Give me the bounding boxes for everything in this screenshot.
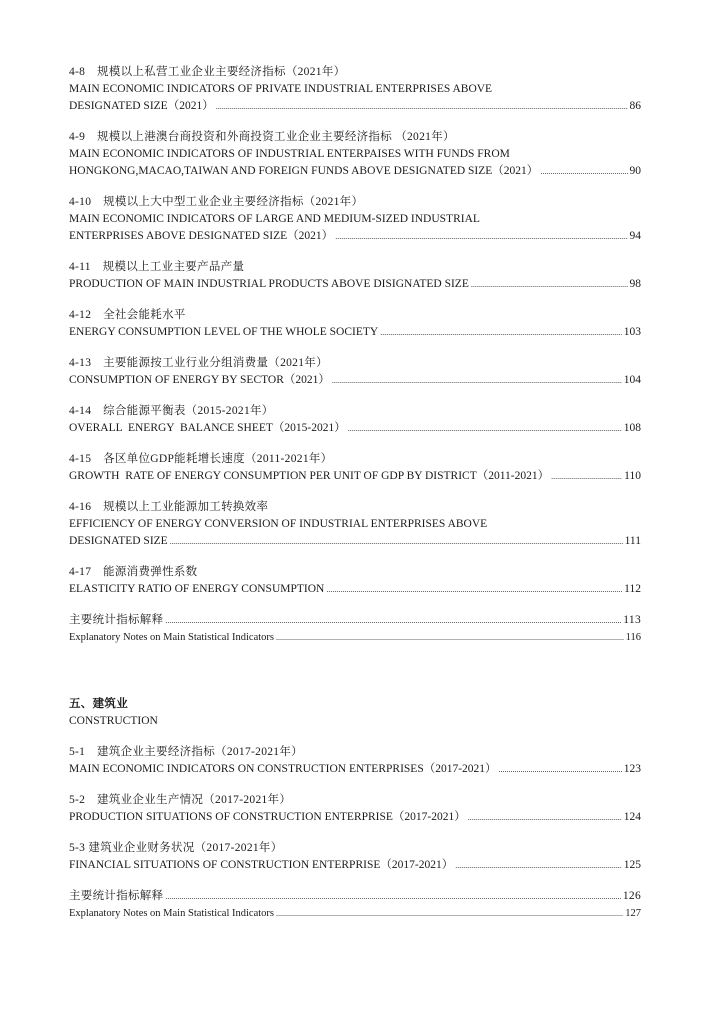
toc-entry-4-17[interactable] [69,564,641,598]
notes-title-zh: 主要统计指标解释 [69,614,164,626]
entry-title-zh: 4-16 规模以上工业能源加工转换效率 [69,501,269,513]
dot-leader [276,629,624,646]
page-number: 126 [622,890,641,902]
entry-title-zh: 4-15 各区单位GDP能耗增长速度（2011-2021年） [69,453,333,465]
table-of-contents [69,64,641,922]
dot-leader [540,163,627,180]
entry-title-en: MAIN ECONOMIC INDICATORS OF LARGE AND MEDIUM-SIZED INDUSTRIAL [69,213,480,225]
page-number: 90 [629,165,641,177]
page-number: 116 [625,632,641,643]
entry-title-zh: 4-17 能源消费弹性系数 [69,566,198,578]
entry-title-zh: 4-12 全社会能耗水平 [69,309,186,321]
dot-leader [276,905,623,922]
notes-title-en: Explanatory Notes on Main Statistical Indicators [69,908,274,919]
page-number: 108 [623,422,641,434]
entry-title-en-last: PRODUCTION OF MAIN INDUSTRIAL PRODUCTS ABOVE DISIGNATED SIZE [69,278,469,290]
toc-entry-5-1[interactable] [69,744,641,778]
page-number: 111 [624,535,641,547]
notes-title-en: Explanatory Notes on Main Statistical Indicators [69,632,274,643]
section-title-en: CONSTRUCTION [69,715,158,727]
entry-title-zh: 5-2 建筑业企业生产情况（2017-2021年） [69,794,292,806]
page-number: 98 [629,278,641,290]
entry-title-en: MAIN ECONOMIC INDICATORS OF PRIVATE INDUSTRIAL ENTERPRISES ABOVE [69,83,493,95]
entry-title-en-last: HONGKONG,MACAO,TAIWAN AND FOREIGN FUNDS ABOVE DESIGNATED SIZE（2021） [69,165,539,177]
page-number: 86 [629,100,641,112]
dot-leader [170,533,623,550]
dot-leader [165,888,620,905]
entry-title-en-last: OVERALL ENERGY BALANCE SHEET（2015-2021） [69,422,346,434]
page-number: 104 [623,374,641,386]
entry-title-zh: 5-1 建筑企业主要经济指标（2017-2021年） [69,746,303,758]
entry-title-zh: 4-10 规模以上大中型工业企业主要经济指标（2021年） [69,196,364,208]
entry-title-zh: 4-11 规模以上工业主要产品产量 [69,261,245,273]
toc-entry-5-3[interactable] [69,840,641,874]
section-title-zh: 五、建筑业 [69,698,128,710]
dot-leader [348,420,622,437]
dot-leader [335,228,627,245]
toc-entry-4-14[interactable] [69,403,641,437]
entry-title-en-last: DESIGNATED SIZE [69,535,168,547]
entry-title-zh: 4-9 规模以上港澳台商投资和外商投资工业企业主要经济指标 （2021年） [69,131,455,143]
toc-entry-5-2[interactable] [69,792,641,826]
dot-leader [551,468,622,485]
page-number: 94 [629,230,641,242]
page-number: 113 [623,614,641,626]
dot-leader [332,372,622,389]
section-heading-construction [69,696,641,730]
dot-leader [165,612,621,629]
entry-title-en-last: FINANCIAL SITUATIONS OF CONSTRUCTION ENTERPRISE（2017-2021） [69,859,454,871]
entry-title-en-last: GROWTH RATE OF ENERGY CONSUMPTION PER UNIT OF GDP BY DISTRICT（2011-2021） [69,470,550,482]
toc-entry-4-15[interactable] [69,451,641,485]
page-number: 110 [624,470,641,482]
notes-title-zh: 主要统计指标解释 [69,890,164,902]
entry-title-en-last: CONSUMPTION OF ENERGY BY SECTOR（2021） [69,374,330,386]
dot-leader [380,324,622,341]
dot-leader [455,857,622,874]
page-number: 124 [623,811,641,823]
entry-title-en-last: PRODUCTION SITUATIONS OF CONSTRUCTION ENTERPRISE（2017-2021） [69,811,466,823]
toc-entry-4-8[interactable] [69,64,641,115]
toc-entry-4-16[interactable] [69,499,641,550]
entry-title-zh: 4-13 主要能源按工业行业分组消费量（2021年） [69,357,328,369]
dot-leader [216,98,628,115]
page-number: 112 [624,583,641,595]
entry-title-zh: 5-3 建筑业企业财务状况（2017-2021年） [69,842,283,854]
entry-title-zh: 4-14 综合能源平衡表（2015-2021年） [69,405,274,417]
entry-title-zh: 4-8 规模以上私营工业企业主要经济指标（2021年） [69,66,346,78]
page-number: 125 [623,859,641,871]
section-gap [69,646,641,696]
entry-title-en: EFFICIENCY OF ENERGY CONVERSION OF INDUSTRIAL ENTERPRISES ABOVE [69,518,488,530]
entry-title-en-last: DESIGNATED SIZE（2021） [69,100,214,112]
page-number: 103 [623,326,641,338]
toc-notes-part4[interactable] [69,612,641,646]
toc-entry-4-12[interactable] [69,307,641,341]
dot-leader [468,809,622,826]
toc-notes-part5[interactable] [69,888,641,922]
toc-entry-4-13[interactable] [69,355,641,389]
toc-entry-4-11[interactable] [69,259,641,293]
entry-title-en: MAIN ECONOMIC INDICATORS OF INDUSTRIAL ENTERPAISES WITH FUNDS FROM [69,148,510,160]
entry-title-en-last: ENERGY CONSUMPTION LEVEL OF THE WHOLE SOCIETY [69,326,379,338]
entry-title-en-last: ELASTICITY RATIO OF ENERGY CONSUMPTION [69,583,325,595]
dot-leader [499,761,622,778]
toc-entry-4-10[interactable] [69,194,641,245]
page-number: 127 [625,908,641,919]
page-number: 123 [623,763,641,775]
dot-leader [326,581,622,598]
entry-title-en-last: MAIN ECONOMIC INDICATORS ON CONSTRUCTION ENTERPRISES（2017-2021） [69,763,497,775]
entry-title-en-last: ENTERPRISES ABOVE DESIGNATED SIZE（2021） [69,230,334,242]
dot-leader [471,276,628,293]
toc-entry-4-9[interactable] [69,129,641,180]
